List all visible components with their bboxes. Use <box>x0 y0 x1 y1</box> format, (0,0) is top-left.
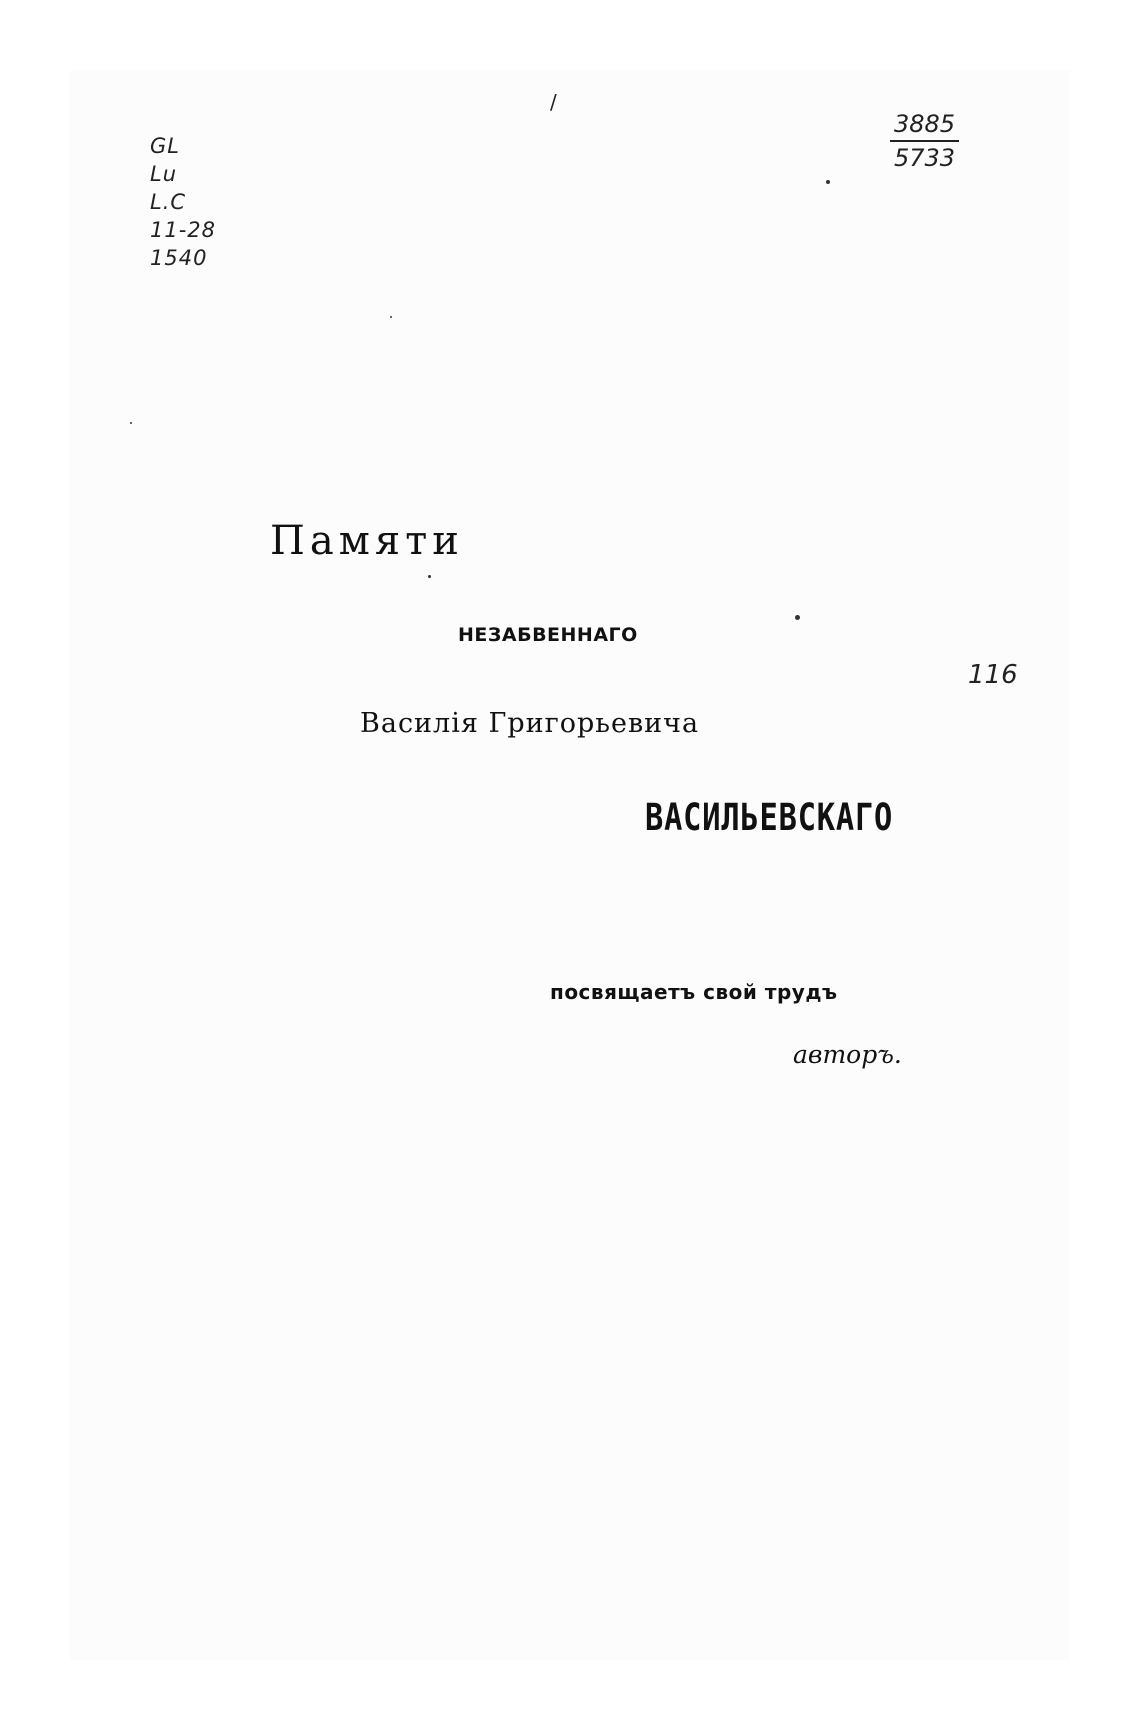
page-sheet <box>70 70 1070 1660</box>
shelfmark-line: 11-28 <box>150 218 217 242</box>
speck-mark <box>390 316 392 318</box>
shelfmark-line: 1540 <box>150 246 208 270</box>
handwritten-shelfmark <box>150 132 216 272</box>
call-number-bottom: 5733 <box>894 144 956 172</box>
dedication-line-vasiliya-grigorievicha: Василія Григорьевича <box>360 708 700 739</box>
handwritten-call-number <box>890 110 959 172</box>
speck-mark <box>795 615 800 620</box>
shelfmark-line: Lu <box>150 162 178 186</box>
shelfmark-line: L.C <box>150 190 187 214</box>
speck-mark <box>428 575 431 578</box>
speck-mark <box>130 422 132 424</box>
dedication-line-nezabvennago: НЕЗАБВЕННАГО <box>458 624 638 646</box>
handwritten-folio-number: 116 <box>968 660 1018 690</box>
dedication-line-vasilievskago: ВАСИЛЬЕВСКАГО <box>645 796 894 839</box>
pencil-tick-mark: / <box>550 90 557 114</box>
shelfmark-line: GL <box>150 134 180 158</box>
speck-mark <box>826 180 830 184</box>
dedication-signature-avtor: авторъ. <box>793 1040 902 1069</box>
call-number-top: 3885 <box>890 110 959 142</box>
dedication-line-pamyati: Памяти <box>270 518 464 564</box>
dedication-line-posvyashchaet: посвящаетъ свой трудъ <box>550 980 838 1004</box>
